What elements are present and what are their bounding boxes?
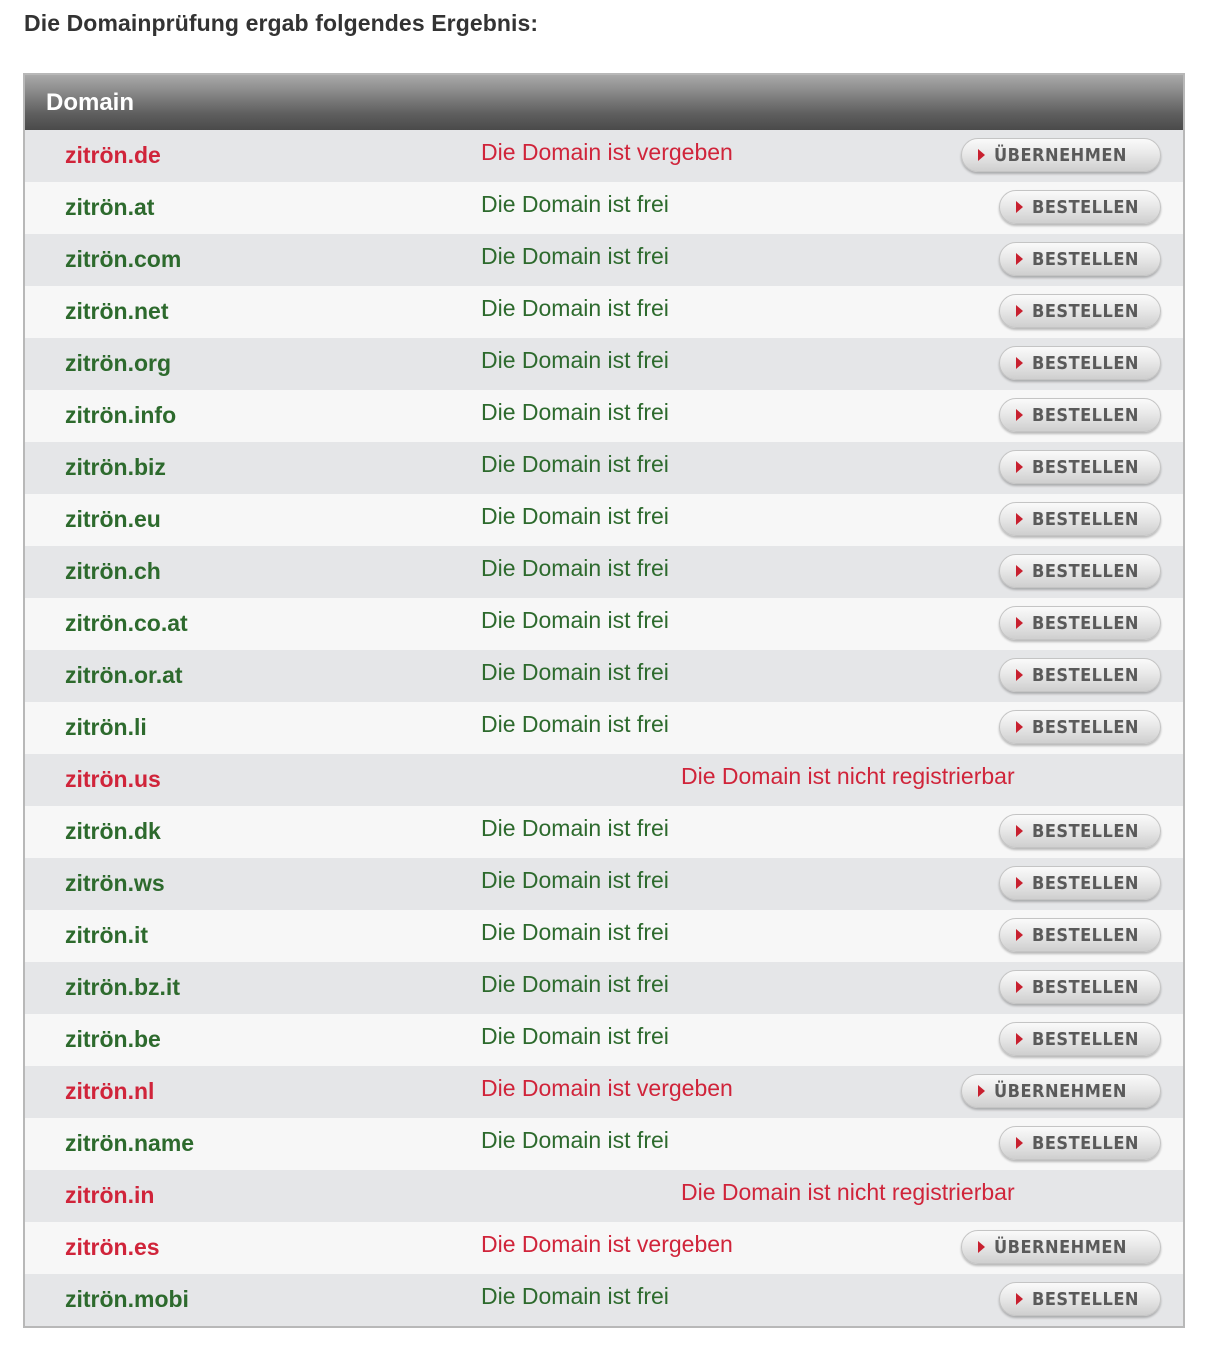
table-row [25,442,1183,494]
table-row [25,962,1183,1014]
arrow-right-icon [1016,409,1023,421]
domain-status: Die Domain ist frei [481,503,669,529]
order-button[interactable] [999,1126,1161,1160]
domain-name: zitrön.mobi [65,1286,189,1312]
domain-status: Die Domain ist frei [481,971,669,997]
arrow-right-icon [1016,669,1023,681]
domain-name: zitrön.li [65,714,147,740]
arrow-right-icon [1016,1293,1023,1305]
order-button[interactable] [999,554,1161,588]
domain-name: zitrön.org [65,350,172,376]
order-button[interactable] [999,814,1161,848]
order-button[interactable] [999,1022,1161,1056]
table-row [25,1066,1183,1118]
order-button[interactable] [999,658,1161,692]
domain-status: Die Domain ist frei [481,1283,669,1309]
order-button[interactable] [999,918,1161,952]
domain-name: zitrön.net [65,298,169,324]
domain-status: Die Domain ist frei [481,1127,669,1153]
table-row [25,858,1183,910]
table-row [25,702,1183,754]
button-label: BESTELLEN [1032,456,1139,478]
table-row [25,910,1183,962]
arrow-right-icon [978,149,985,161]
button-label: BESTELLEN [1032,872,1139,894]
table-row [25,598,1183,650]
domain-results-table [23,73,1185,1328]
domain-status: Die Domain ist nicht registrierbar [681,763,1015,789]
order-button[interactable] [999,242,1161,276]
button-label: ÜBERNEHMEN [994,1080,1127,1102]
domain-name: zitrön.or.at [65,662,183,688]
button-label: BESTELLEN [1032,560,1139,582]
transfer-button[interactable] [961,1074,1161,1108]
button-label: BESTELLEN [1032,976,1139,998]
order-button[interactable] [999,970,1161,1004]
domain-status: Die Domain ist vergeben [481,139,733,165]
domain-name: zitrön.us [65,766,161,792]
arrow-right-icon [1016,253,1023,265]
table-row [25,1222,1183,1274]
arrow-right-icon [1016,565,1023,577]
table-row [25,806,1183,858]
domain-status: Die Domain ist frei [481,243,669,269]
domain-name: zitrön.nl [65,1078,155,1104]
domain-name: zitrön.de [65,142,161,168]
order-button[interactable] [999,398,1161,432]
button-label: BESTELLEN [1032,1288,1139,1310]
table-row [25,390,1183,442]
button-label: BESTELLEN [1032,716,1139,738]
order-button[interactable] [999,710,1161,744]
table-row [25,546,1183,598]
domain-name: zitrön.co.at [65,610,188,636]
domain-name: zitrön.in [65,1182,155,1208]
page-heading: Die Domainprüfung ergab folgendes Ergebnis: [24,10,539,36]
domain-status: Die Domain ist frei [481,295,669,321]
table-row [25,650,1183,702]
button-label: ÜBERNEHMEN [994,144,1127,166]
button-label: BESTELLEN [1032,1132,1139,1154]
arrow-right-icon [1016,201,1023,213]
table-row [25,130,1183,182]
table-row [25,1014,1183,1066]
domain-name: zitrön.bz.it [65,974,180,1000]
domain-status: Die Domain ist frei [481,711,669,737]
order-button[interactable] [999,294,1161,328]
domain-name: zitrön.ch [65,558,161,584]
button-label: BESTELLEN [1032,404,1139,426]
order-button[interactable] [999,346,1161,380]
arrow-right-icon [978,1085,985,1097]
domain-status: Die Domain ist frei [481,399,669,425]
domain-status: Die Domain ist frei [481,1023,669,1049]
arrow-right-icon [1016,929,1023,941]
domain-name: zitrön.eu [65,506,161,532]
domain-name: zitrön.be [65,1026,161,1052]
domain-name: zitrön.biz [65,454,166,480]
arrow-right-icon [1016,1137,1023,1149]
order-button[interactable] [999,450,1161,484]
table-row [25,1170,1183,1222]
button-label: BESTELLEN [1032,612,1139,634]
button-label: BESTELLEN [1032,664,1139,686]
button-label: BESTELLEN [1032,196,1139,218]
domain-name: zitrön.it [65,922,149,948]
domain-name: zitrön.ws [65,870,165,896]
order-button[interactable] [999,866,1161,900]
domain-status: Die Domain ist frei [481,451,669,477]
arrow-right-icon [1016,1033,1023,1045]
order-button[interactable] [999,502,1161,536]
arrow-right-icon [1016,877,1023,889]
table-row [25,182,1183,234]
domain-name: zitrön.com [65,246,182,272]
button-label: BESTELLEN [1032,924,1139,946]
domain-status: Die Domain ist frei [481,347,669,373]
button-label: BESTELLEN [1032,352,1139,374]
table-row [25,754,1183,806]
button-label: BESTELLEN [1032,508,1139,530]
button-label: ÜBERNEHMEN [994,1236,1127,1258]
domain-name: zitrön.dk [65,818,161,844]
domain-status: Die Domain ist nicht registrierbar [681,1179,1015,1205]
domain-name: zitrön.at [65,194,155,220]
table-row [25,1118,1183,1170]
table-row [25,1274,1183,1326]
transfer-button[interactable] [961,138,1161,172]
domain-status: Die Domain ist frei [481,555,669,581]
domain-name: zitrön.info [65,402,177,428]
domain-status: Die Domain ist frei [481,607,669,633]
table-header [25,75,1183,130]
column-header-domain: Domain [46,89,135,116]
order-button[interactable] [999,1282,1161,1316]
order-button[interactable] [999,606,1161,640]
table-row [25,286,1183,338]
transfer-button[interactable] [961,1230,1161,1264]
table-row [25,338,1183,390]
button-label: BESTELLEN [1032,820,1139,842]
domain-status: Die Domain ist frei [481,659,669,685]
arrow-right-icon [1016,461,1023,473]
arrow-right-icon [978,1241,985,1253]
domain-name: zitrön.es [65,1234,160,1260]
arrow-right-icon [1016,513,1023,525]
button-label: BESTELLEN [1032,300,1139,322]
arrow-right-icon [1016,825,1023,837]
domain-status: Die Domain ist frei [481,919,669,945]
domain-status: Die Domain ist frei [481,815,669,841]
domain-status: Die Domain ist frei [481,191,669,217]
table-row [25,494,1183,546]
arrow-right-icon [1016,305,1023,317]
button-label: BESTELLEN [1032,248,1139,270]
arrow-right-icon [1016,617,1023,629]
order-button[interactable] [999,190,1161,224]
arrow-right-icon [1016,721,1023,733]
table-body [25,130,1183,1326]
table-row [25,234,1183,286]
arrow-right-icon [1016,981,1023,993]
domain-status: Die Domain ist vergeben [481,1231,733,1257]
domain-status: Die Domain ist frei [481,867,669,893]
arrow-right-icon [1016,357,1023,369]
domain-name: zitrön.name [65,1130,195,1156]
button-label: BESTELLEN [1032,1028,1139,1050]
domain-status: Die Domain ist vergeben [481,1075,733,1101]
